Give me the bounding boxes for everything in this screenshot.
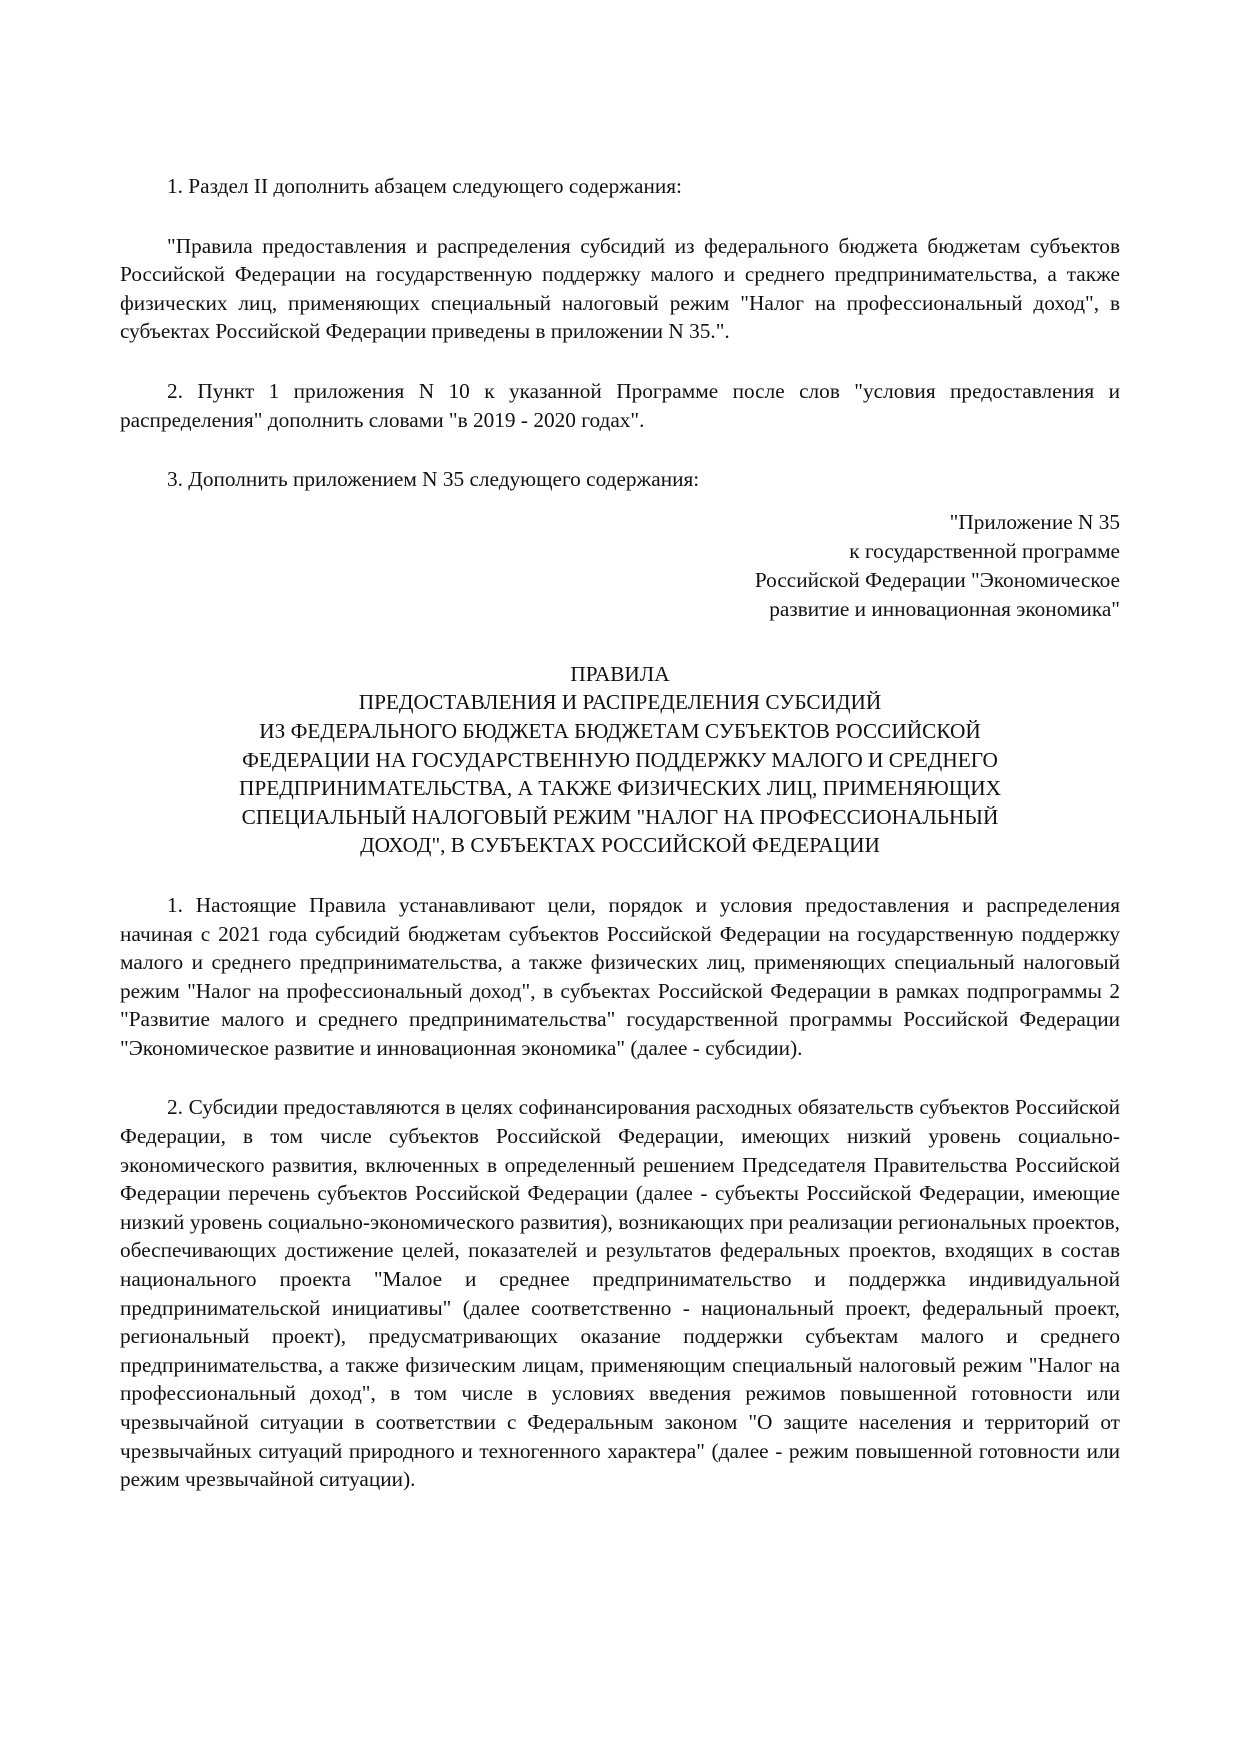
amendment-1-quote: "Правила предоставления и распределения субсидий из федерального бюджета бюджетам субъектов Российской Федерации на государственную поддержку малого и среднего предпринимательства, а также физических лиц, применяющих специальный налоговый режим "Налог на профессиональный доход", в субъектах Российской Федерации приведены в приложении N 35.".	[120, 233, 1120, 344]
document-page	[120, 172, 1120, 1494]
spacer	[120, 434, 1120, 465]
spacer	[120, 346, 1120, 377]
rules-title-line: ФЕДЕРАЦИИ НА ГОСУДАРСТВЕННУЮ ПОДДЕРЖКУ МАЛОГО И СРЕДНЕГО	[242, 747, 998, 772]
amendment-3: 3. Дополнить приложением N 35 следующего содержания:	[167, 467, 700, 492]
spacer	[120, 1062, 1120, 1093]
rules-title-line: СПЕЦИАЛЬНЫЙ НАЛОГОВЫЙ РЕЖИМ "НАЛОГ НА ПРОФЕССИОНАЛЬНЫЙ	[241, 804, 999, 829]
rules-title-line: ПРЕДОСТАВЛЕНИЯ И РАСПРЕДЕЛЕНИЯ СУБСИДИЙ	[358, 690, 882, 715]
amendment-1: 1. Раздел II дополнить абзацем следующего содержания:	[167, 174, 682, 198]
appendix-header-line: "Приложение N 35	[949, 509, 1120, 534]
amendment-2: 2. Пункт 1 приложения N 10 к указанной Программе после слов "условия предоставления и распределения" дополнить словами "в 2019 - 2020 годах".	[120, 378, 1120, 432]
spacer	[120, 201, 1120, 232]
rules-paragraph-1: 1. Настоящие Правила устанавливают цели, порядок и условия предоставления и распределения начиная с 2021 года субсидий бюджетам субъектов Российской Федерации на государственную поддержку малого и среднего предпринимательства, а также физических лиц, применяющих специальный налоговый режим "Налог на профессиональный доход", в субъектах Российской Федерации в рамках подпрограммы 2 "Развитие малого и среднего предпринимательства" государственной программы Российской Федерации "Экономическое развитие и инновационная экономика" (далее - субсидии).	[120, 892, 1120, 1060]
appendix-header-line: развитие и инновационная экономика"	[769, 596, 1120, 621]
rules-title-line: ПРЕДПРИНИМАТЕЛЬСТВА, А ТАКЖЕ ФИЗИЧЕСКИХ ЛИЦ, ПРИМЕНЯЮЩИХ	[239, 776, 1001, 801]
appendix-header-line: Российской Федерации "Экономическое	[754, 567, 1120, 592]
rules-paragraph-2: 2. Субсидии предоставляются в целях софинансирования расходных обязательств субъектов Российской Федерации, в том числе субъектов Российской Федерации, имеющих низкий уровень социально-экономического развития, включенных в определенный решением Председателя Правительства Российской Федерации перечень субъектов Российской Федерации (далее - субъекты Российской Федерации, имеющие низкий уровень социально-экономического развития), возникающих при реализации региональных проектов, обеспечивающих достижение целей, показателей и результатов федеральных проектов, входящих в состав национального проекта "Малое и среднее предпринимательство и поддержка индивидуальной предпринимательской инициативы" (далее соответственно - национальный проект, федеральный проект, региональный проект), предусматривающих оказание поддержки субъектам малого и среднего предпринимательства, а также физическим лицам, применяющим специальный налоговый режим "Налог на профессиональный доход", в том числе в условиях введения режимов повышенной готовности или чрезвычайной ситуации в соответствии с Федеральным законом "О защите населения и территорий от чрезвычайных ситуаций природного и техногенного характера" (далее - режим повышенной готовности или режим чрезвычайной ситуации).	[120, 1095, 1120, 1492]
rules-title	[120, 660, 1120, 860]
rules-title-line: ПРАВИЛА	[570, 661, 670, 686]
rules-title-line: ДОХОД", В СУБЪЕКТАХ РОССИЙСКОЙ ФЕДЕРАЦИИ	[360, 833, 880, 858]
appendix-header	[120, 508, 1120, 624]
appendix-header-line: к государственной программе	[849, 538, 1120, 563]
rules-title-line: ИЗ ФЕДЕРАЛЬНОГО БЮДЖЕТА БЮДЖЕТАМ СУБЪЕКТОВ РОССИЙСКОЙ	[259, 718, 981, 743]
spacer	[120, 860, 1120, 891]
